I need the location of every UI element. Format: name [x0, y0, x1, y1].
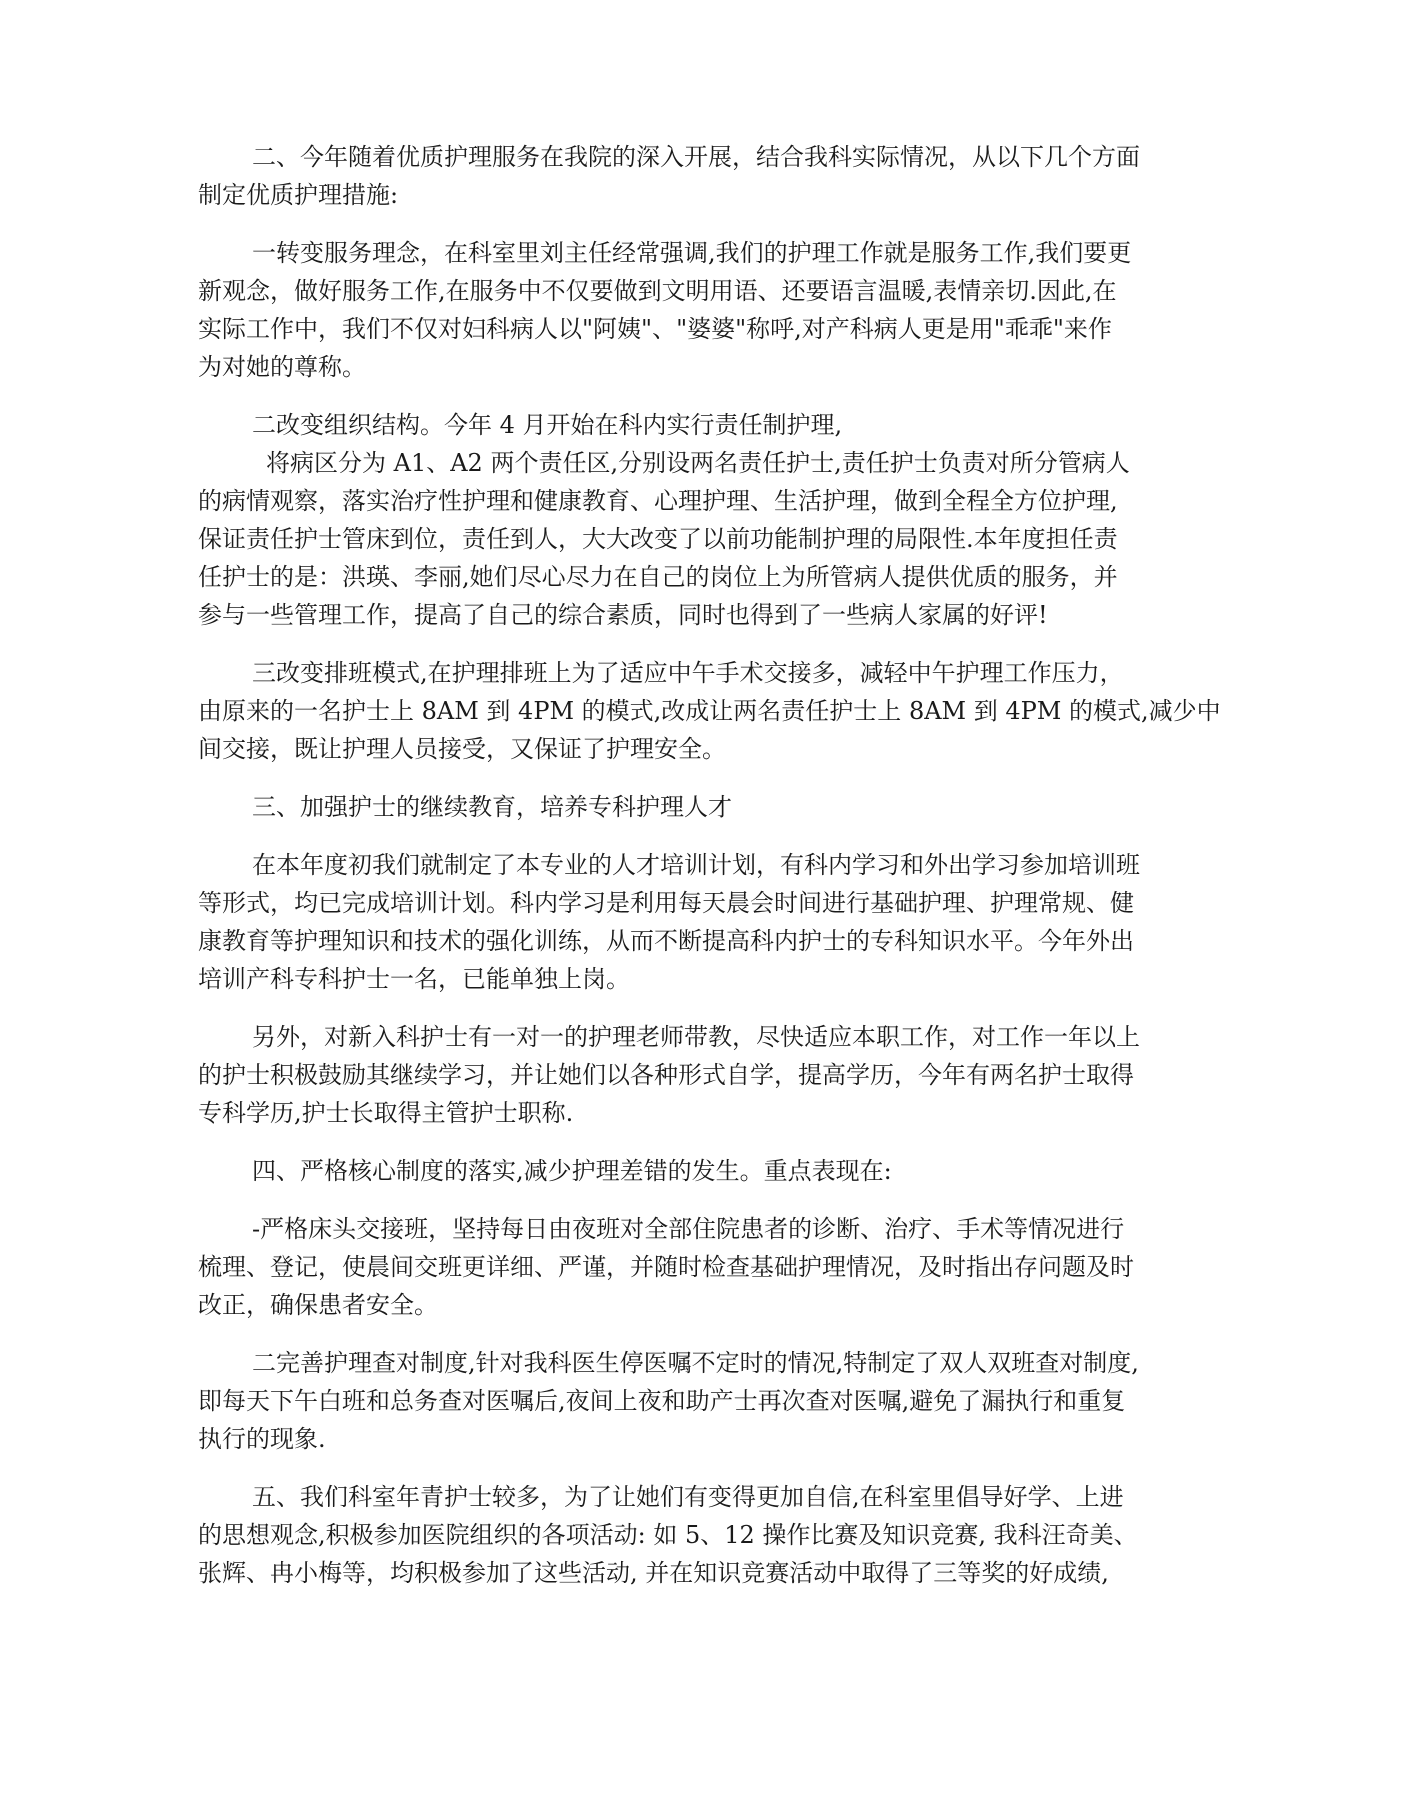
paragraph-2-line-4: 为对她的尊称。: [198, 353, 366, 381]
paragraph-3-line-2: 将病区分为 A1、A2 两个责任区,分别设两名责任护士,责任护士负责对所分管病人: [266, 449, 1130, 477]
paragraph-3-line-5: 任护士的是：洪瑛、李丽,她们尽心尽力在自己的岗位上为所管病人提供优质的服务，并: [198, 563, 1118, 591]
paragraph-4-line-1: 三改变排班模式,在护理排班上为了适应中午手术交接多，减轻中午护理工作压力，: [252, 659, 1124, 687]
paragraph-2-line-3: 实际工作中，我们不仅对妇科病人以"阿姨"、"婆婆"称呼,对产科病人更是用"乖乖"来作: [198, 315, 1112, 343]
paragraph-8-line-1: 四、严格核心制度的落实,减少护理差错的发生。重点表现在:: [252, 1157, 892, 1185]
paragraph-3-line-6: 参与一些管理工作，提高了自己的综合素质，同时也得到了一些病人家属的好评!: [198, 601, 1048, 629]
paragraph-6-line-2: 等形式，均已完成培训计划。科内学习是利用每天晨会时间进行基础护理、护理常规、健: [198, 889, 1134, 917]
paragraph-11-line-1: 五、我们科室年青护士较多，为了让她们有变得更加自信,在科室里倡导好学、上进: [252, 1483, 1124, 1511]
paragraph-11-line-3: 张辉、冉小梅等，均积极参加了这些活动, 并在知识竞赛活动中取得了三等奖的好成绩,: [198, 1559, 1109, 1587]
paragraph-10-line-2: 即每天下午白班和总务查对医嘱后,夜间上夜和助产士再次查对医嘱,避免了漏执行和重复: [198, 1387, 1126, 1415]
paragraph-2-line-2: 新观念，做好服务工作,在服务中不仅要做到文明用语、还要语言温暖,表情亲切.因此,在: [198, 277, 1117, 305]
paragraph-3-line-4: 保证责任护士管床到位，责任到人，大大改变了以前功能制护理的局限性.本年度担任责: [198, 525, 1118, 553]
paragraph-9-line-3: 改正，确保患者安全。: [198, 1291, 438, 1319]
paragraph-6-line-4: 培训产科专科护士一名，已能单独上岗。: [198, 965, 630, 993]
paragraph-7-line-1: 另外，对新入科护士有一对一的护理老师带教，尽快适应本职工作，对工作一年以上: [252, 1023, 1140, 1051]
paragraph-7-line-2: 的护士积极鼓励其继续学习，并让她们以各种形式自学，提高学历，今年有两名护士取得: [198, 1061, 1134, 1089]
paragraph-11-line-2: 的思想观念,积极参加医院组织的各项活动: 如 5、12 操作比赛及知识竞赛, 我科汪奇美、: [198, 1521, 1138, 1549]
paragraph-7-line-3: 专科学历,护士长取得主管护士职称.: [198, 1099, 574, 1127]
paragraph-4-line-2: 由原来的一名护士上 8AM 到 4PM 的模式,改成让两名责任护士上 8AM 到 4PM 的模式,减少中: [198, 697, 1221, 725]
paragraph-3-line-3: 的病情观察，落实治疗性护理和健康教育、心理护理、生活护理，做到全程全方位护理,: [198, 487, 1118, 515]
paragraph-2-line-1: 一转变服务理念，在科室里刘主任经常强调,我们的护理工作就是服务工作,我们要更: [252, 239, 1132, 267]
paragraph-9-line-2: 梳理、登记，使晨间交班更详细、严谨，并随时检查基础护理情况，及时指出存问题及时: [198, 1253, 1134, 1281]
paragraph-5-line-1: 三、加强护士的继续教育，培养专科护理人才: [252, 793, 732, 821]
paragraph-9-line-1: -严格床头交接班，坚持每日由夜班对全部住院患者的诊断、治疗、手术等情况进行: [252, 1215, 1125, 1243]
paragraph-4-line-3: 间交接，既让护理人员接受，又保证了护理安全。: [198, 735, 726, 763]
paragraph-10-line-3: 执行的现象.: [198, 1425, 326, 1453]
paragraph-3-line-1: 二改变组织结构。今年 4 月开始在科内实行责任制护理,: [252, 411, 843, 439]
paragraph-10-line-1: 二完善护理查对制度,针对我科医生停医嘱不定时的情况,特制定了双人双班查对制度,: [252, 1349, 1139, 1377]
paragraph-6-line-3: 康教育等护理知识和技术的强化训练，从而不断提高科内护士的专科知识水平。今年外出: [198, 927, 1134, 955]
paragraph-1-line-1: 二、今年随着优质护理服务在我院的深入开展，结合我科实际情况，从以下几个方面: [252, 143, 1140, 171]
paragraph-6-line-1: 在本年度初我们就制定了本专业的人才培训计划，有科内学习和外出学习参加培训班: [252, 851, 1140, 879]
paragraph-1-line-2: 制定优质护理措施:: [198, 181, 399, 209]
